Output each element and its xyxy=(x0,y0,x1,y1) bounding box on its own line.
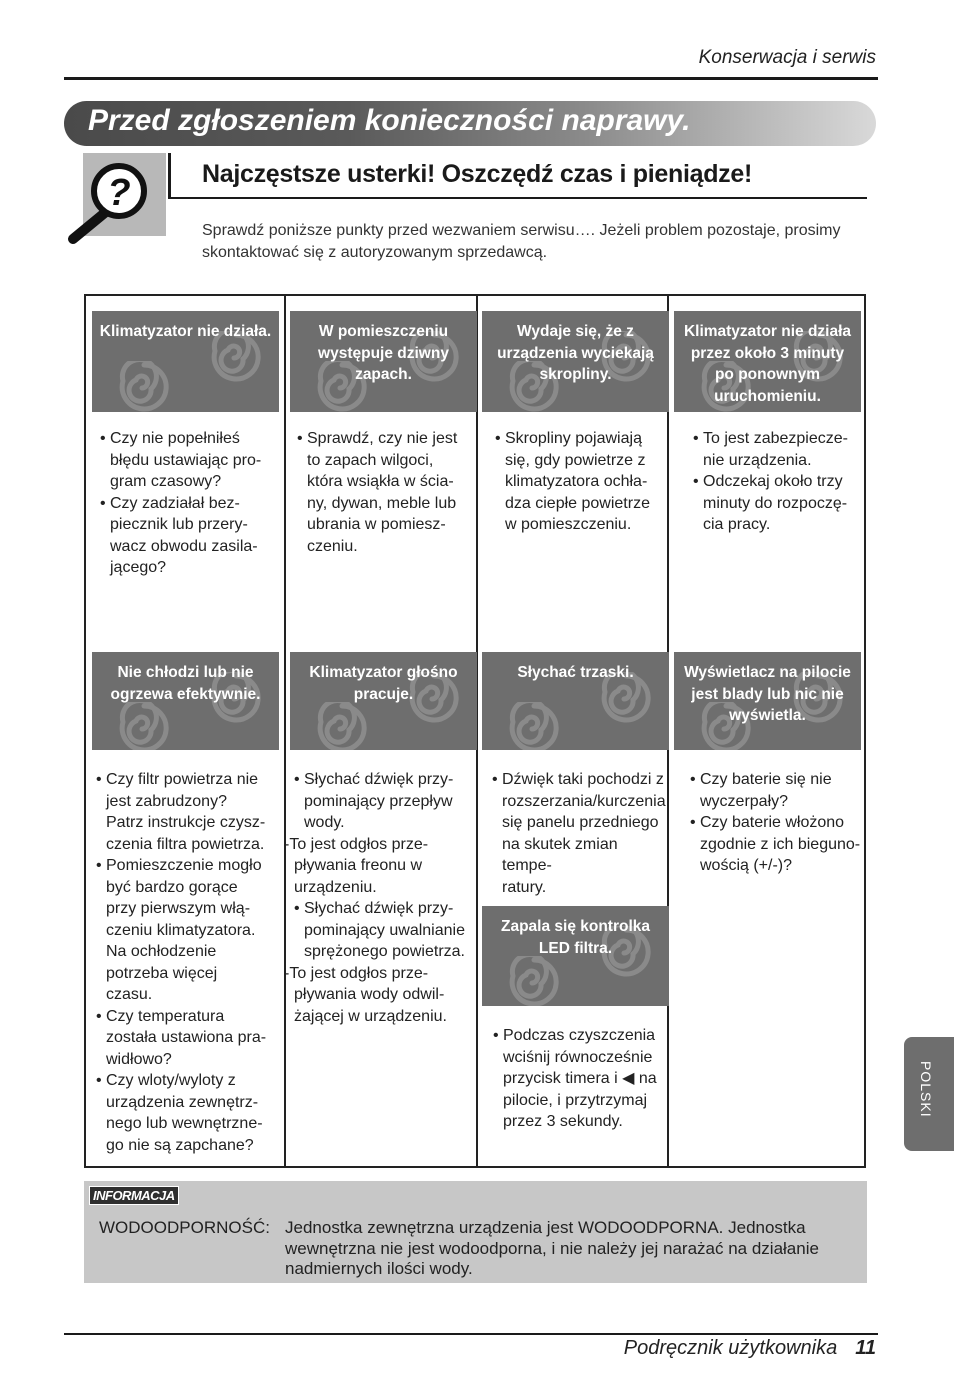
swirl-icon xyxy=(508,956,560,1006)
problem-title-box xyxy=(674,311,861,412)
svg-text:?: ? xyxy=(107,172,131,214)
tip-item: • Czy nie popełniłeś błędu ustawiając pro- gram czasowy? xyxy=(100,428,276,493)
problem-title-box xyxy=(674,652,861,750)
subtitle: Najczęstsze usterki! Oszczędź czas i pieniądze! xyxy=(202,160,753,188)
magnifier-question-icon xyxy=(67,163,157,247)
problem-title: W pomieszczeniu występuje dziwny zapach. xyxy=(318,323,449,383)
problem-title: Klimatyzator nie działa przez około 3 minuty po ponownym uruchomieniu. xyxy=(683,323,852,405)
info-box xyxy=(84,1181,867,1283)
swirl-icon xyxy=(508,702,560,750)
tip-item: -To jest odgłos prze- pływania freonu w urządzeniu. xyxy=(284,835,429,896)
page-title: Przed zgłoszeniem konieczności naprawy. xyxy=(88,104,691,137)
tips-list xyxy=(96,769,278,1156)
problem-title: Słychać trzaski. xyxy=(517,664,634,681)
manual-name: Podręcznik użytkownika xyxy=(623,1337,838,1359)
language-tab xyxy=(904,1037,954,1151)
title-banner xyxy=(64,101,876,146)
intro-text: Sprawdź poniższe punkty przed wezwaniem serwisu…. Jeżeli problem pozostaje, prosimy skontaktować się z autoryzowanym sprzedawcą. xyxy=(202,222,841,261)
troubleshooting-table xyxy=(84,294,866,1168)
tip-item: • Czy filtr powietrza nie jest zabrudzony? Patrz instrukcje czysz- czenia filtra powietrza. xyxy=(96,769,278,855)
info-label: WODOODPORNOŚĆ: xyxy=(99,1218,270,1237)
section-header: Konserwacja i serwis xyxy=(698,47,876,68)
tip-item: • Czy wloty/wyloty z urządzenia zewnętrz- nego lub wewnętrzne- go nie są zapchane? xyxy=(96,1070,278,1156)
problem-title: Wydaje się, że z urządzenia wyciekają skropliny. xyxy=(497,323,654,383)
problem-title: Klimatyzator nie działa. xyxy=(99,323,272,340)
tip-item: • To jest zabezpiecze- nie urządzenia. xyxy=(693,428,869,471)
tip-item: • Dźwięk taki pochodzi z rozszerzania/kurczenia się panelu przedniego na skutek zmian tempe- ratury. xyxy=(492,769,668,898)
info-text: Jednostka zewnętrzna urządzenia jest WODOODPORNA. Jednostka wewnętrzna nie jest wodoodporna, i nie należy jej narażać na działanie nadmiernych ilości wody. xyxy=(285,1218,819,1278)
tip-item: • Sprawdź, czy nie jest to zapach wilgoci, która wsiąkła w ścia- ny, dywan, meble lub ubrania w pomiesz- czeniu. xyxy=(297,428,473,557)
tips-list xyxy=(297,428,473,557)
problem-title: Wyświetlacz na pilocie jest blady lub nic nie wyświetla. xyxy=(684,664,851,724)
problem-title-box xyxy=(482,311,669,412)
problem-title-box xyxy=(290,311,477,412)
tip-item: -To jest odgłos prze- pływania wody odwil- żającej w urządzeniu. xyxy=(284,964,447,1025)
tip-item: • Skropliny pojawiają się, gdy powietrze z klimatyzatora ochła- dza ciepłe powietrze w pomieszczeniu. xyxy=(495,428,671,536)
tips-list xyxy=(495,428,671,536)
footer xyxy=(624,1337,876,1360)
swirl-icon xyxy=(118,361,170,412)
tip-item: • Słychać dźwięk przy- pominający przepływ wody. xyxy=(294,769,474,834)
tips-list xyxy=(284,769,474,1027)
tip-item: • Czy temperatura została ustawiona pra- widłowo? xyxy=(96,1006,278,1071)
problem-title-box xyxy=(482,652,669,750)
tips-list xyxy=(492,769,668,898)
tip-item: • Czy baterie włożono zgodnie z ich bieguno- wością (+/-)? xyxy=(690,812,868,877)
tip-item: • Czy baterie się nie wyczerpały? xyxy=(690,769,868,812)
swirl-icon xyxy=(118,702,170,750)
help-icon-box xyxy=(83,153,166,236)
problem-title-box xyxy=(290,652,477,750)
tip-item: • Odczekaj około trzy minuty do rozpoczę- cia pracy. xyxy=(693,471,869,536)
tip-item: • Pomieszczenie mogło być bardzo gorące przy pierwszym włą- czeniu klimatyzatora. Na ochłodzenie potrzeba więcej czasu. xyxy=(96,855,278,1006)
page-number: 11 xyxy=(855,1337,876,1359)
tips-list xyxy=(493,1025,669,1133)
top-rule xyxy=(64,77,878,80)
column-divider xyxy=(284,296,286,1166)
tip-item: • Słychać dźwięk przy- pominający uwalnianie sprężonego powietrza. xyxy=(294,898,474,963)
subtitle-rule xyxy=(168,197,867,199)
info-badge: INFORMACJA xyxy=(89,1186,179,1205)
subtitle-bar xyxy=(168,153,171,199)
tips-list xyxy=(693,428,869,536)
problem-title: Zapala się kontrolka LED filtra. xyxy=(500,918,651,957)
tips-list xyxy=(690,769,868,877)
problem-title: Klimatyzator głośno pracuje. xyxy=(309,664,458,703)
swirl-icon xyxy=(316,702,368,750)
problem-title-box xyxy=(482,906,669,1006)
tip-item: • Podczas czyszczenia wciśnij równocześnie przycisk timera i ◀ na pilocie, i przytrzymaj przez 3 sekundy. xyxy=(493,1025,669,1133)
problem-title: Nie chłodzi lub nie ogrzewa efektywnie. xyxy=(110,664,261,703)
bottom-rule xyxy=(64,1333,878,1335)
problem-title-box xyxy=(92,311,279,412)
language-label: POLSKI xyxy=(918,1061,934,1118)
tips-list xyxy=(100,428,276,579)
tip-item: • Czy zadziałał bez- piecznik lub przery- wacz obwodu zasila- jącego? xyxy=(100,493,276,579)
problem-title-box xyxy=(92,652,279,750)
